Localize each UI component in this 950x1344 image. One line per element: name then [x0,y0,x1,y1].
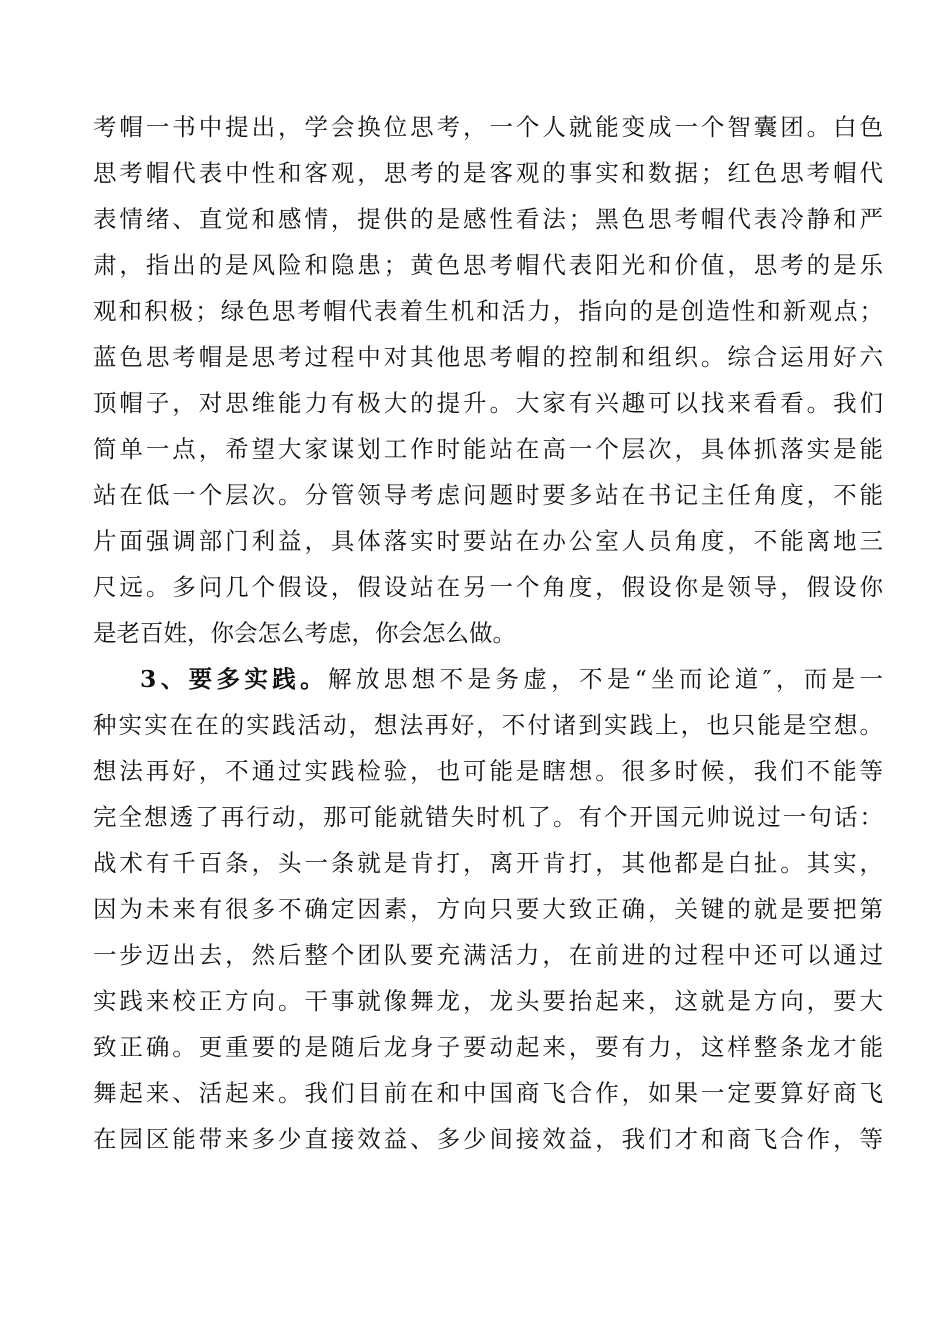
paragraph-line: 尺远。多问几个假设，假设站在另一个角度，假设你是领导，假设你 [93,573,883,601]
paragraph-line: 一步迈出去，然后整个团队要充满活力，在前进的过程中还可以通过 [93,941,883,969]
paragraph-line: 肃，指出的是风险和隐患；黄色思考帽代表阳光和价值，思考的是乐 [93,251,883,279]
paragraph-line: 致正确。更重要的是随后龙身子要动起来，要有力，这样整条龙才能 [93,1033,883,1061]
section-3-heading: 3、要多实践。 [140,665,329,693]
paragraph-line: 种实实在在的实践活动，想法再好，不付诸到实践上，也只能是空想。 [93,711,883,739]
paragraph-line: 蓝色思考帽是思考过程中对其他思考帽的控制和组织。综合运用好六 [93,343,883,371]
paragraph-line: 顶帽子，对思维能力有极大的提升。大家有兴趣可以找来看看。我们 [93,389,883,417]
paragraph-line: 实践来校正方向。干事就像舞龙，龙头要抬起来，这就是方向，要大 [93,987,883,1015]
paragraph-line: 是老百姓，你会怎么考虑，你会怎么做。 [93,619,516,647]
paragraph-line: 在园区能带来多少直接效益、多少间接效益，我们才和商飞合作，等 [93,1125,883,1153]
paragraph-line: 站在低一个层次。分管领导考虑问题时要多站在书记主任角度，不能 [93,481,883,509]
paragraph-line: 观和积极；绿色思考帽代表着生机和活力，指向的是创造性和新观点； [93,297,883,325]
paragraph-line: 表情绪、直觉和感情，提供的是感性看法；黑色思考帽代表冷静和严 [93,205,883,233]
paragraph-line: 舞起来、活起来。我们目前在和中国商飞合作，如果一定要算好商飞 [93,1079,883,1107]
paragraph-line: 简单一点，希望大家谋划工作时能站在高一个层次，具体抓落实是能 [93,435,883,463]
paragraph-line: 想法再好，不通过实践检验，也可能是瞎想。很多时候，我们不能等 [93,757,883,785]
paragraph-line: 战术有千百条，头一条就是肯打，离开肯打，其他都是白扯。其实， [93,849,883,877]
paragraph-line: 考帽一书中提出，学会换位思考，一个人就能变成一个智囊团。白色 [93,113,883,141]
paragraph-line: 片面强调部门利益，具体落实时要站在办公室人员角度，不能离地三 [93,527,883,555]
paragraph-line: 思考帽代表中性和客观，思考的是客观的事实和数据；红色思考帽代 [93,159,883,187]
paragraph-line: 因为未来有很多不确定因素，方向只要大致正确，关键的就是要把第 [93,895,883,923]
paragraph-line: 完全想透了再行动，那可能就错失时机了。有个开国元帅说过一句话： [93,803,883,831]
section-3-first-line [140,664,883,694]
section-3-first-line-text: 解放思想不是务虚，不是“坐而论道″，而是一 [328,665,883,693]
